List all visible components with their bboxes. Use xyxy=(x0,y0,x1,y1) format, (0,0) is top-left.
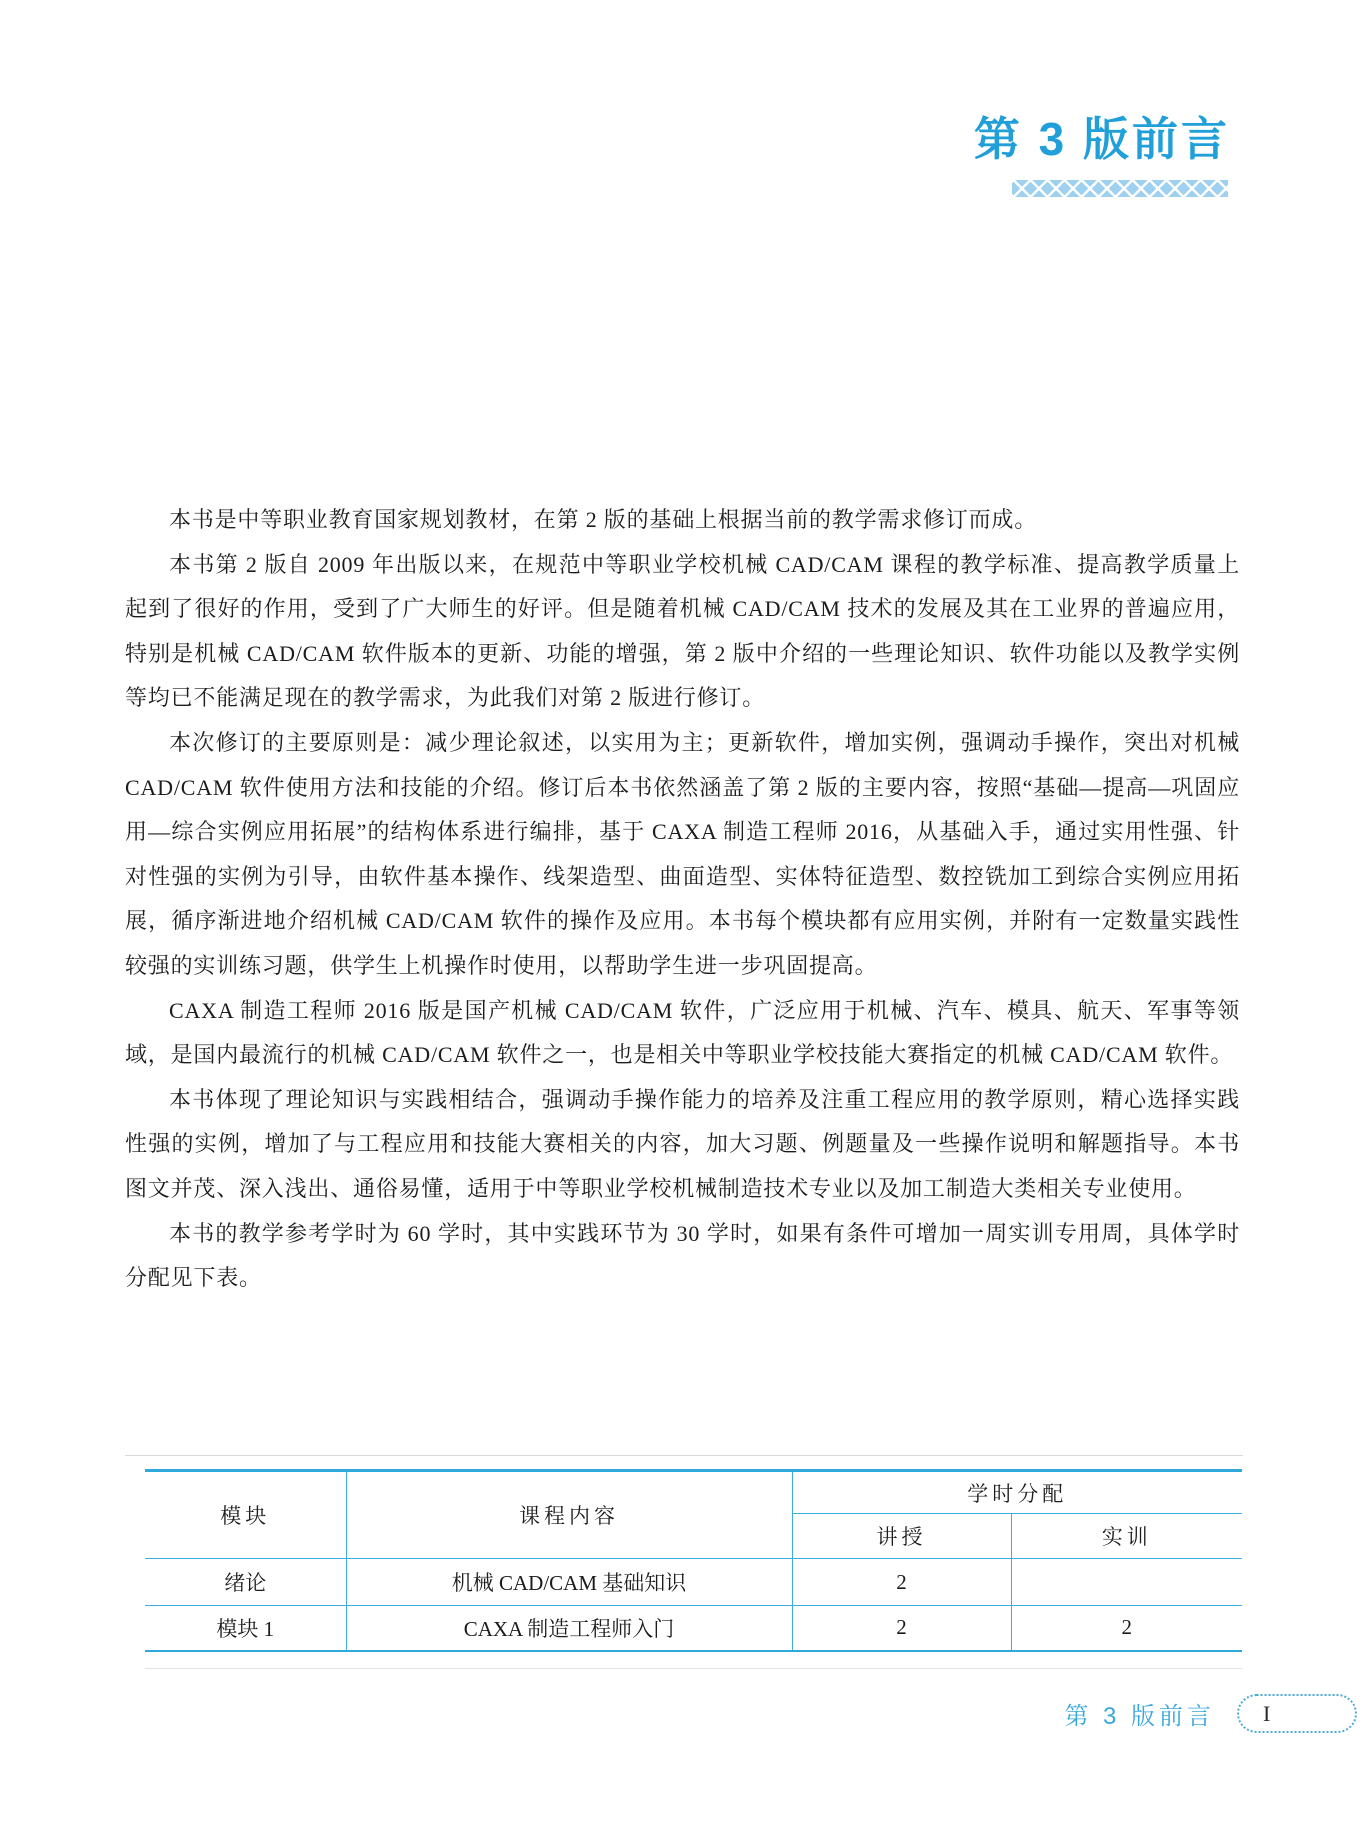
paragraph: 本书是中等职业教育国家规划教材，在第 2 版的基础上根据当前的教学需求修订而成。 xyxy=(169,507,1038,532)
col-header-content: 课程内容 xyxy=(346,1471,792,1559)
paragraph: 本书的教学参考学时为 60 学时，其中实践环节为 30 学时，如果有条件可增加一周实训专用周，具体学时分配见下表。 xyxy=(125,1220,1240,1291)
cell-practice: 2 xyxy=(1011,1606,1242,1651)
cell-content: 机械 CAD/CAM 基础知识 xyxy=(346,1559,792,1606)
cell-practice xyxy=(1011,1559,1242,1606)
cell-lecture: 2 xyxy=(792,1606,1011,1651)
post-table-rule xyxy=(145,1668,1242,1669)
paragraph: 本书体现了理论知识与实践相结合，强调动手操作能力的培养及注重工程应用的教学原则，精心选择实践性强的实例，增加了与工程应用和技能大赛相关的内容，加大习题、例题量及一些操作说明和解题指导。本书图文并茂、深入浅出、通俗易懂，适用于中等职业学校机械制造技术专业以及加工制造大类相关专业使用。 xyxy=(125,1086,1240,1201)
cell-content: CAXA 制造工程师入门 xyxy=(346,1606,792,1651)
hours-table-wrap xyxy=(145,1469,1242,1652)
col-header-hours: 学时分配 xyxy=(792,1471,1242,1514)
cell-module: 模块 1 xyxy=(145,1606,346,1651)
col-header-practice: 实训 xyxy=(1011,1514,1242,1559)
paragraph: CAXA 制造工程师 2016 版是国产机械 CAD/CAM 软件，广泛应用于机械、汽车、模具、航天、军事等领域，是国内最流行的机械 CAD/CAM 软件之一，也是相关中等职业学校技能大赛指定的机械 CAD/CAM 软件。 xyxy=(125,997,1240,1068)
paragraph: 本次修订的主要原则是：减少理论叙述，以实用为主；更新软件，增加实例，强调动手操作，突出对机械 CAD/CAM 软件使用方法和技能的介绍。修订后本书依然涵盖了第 2 版的主要内容，按照“基础—提高—巩固应用—综合实例应用拓展”的结构体系进行编排，基于 CAXA 制造工程师 2016，从基础入手，通过实用性强、针对性强的实例为引导，由软件基本操作、线架造型、曲面造型、实体特征造型、数控铣加工到综合实例应用拓展，循序渐进地介绍机械 CAD/CAM 软件的操作及应用。本书每个模块都有应用实例，并附有一定数量实践性较强的实训练习题，供学生上机操作时使用，以帮助学生进一步巩固提高。 xyxy=(125,729,1240,978)
paragraph: 本书第 2 版自 2009 年出版以来，在规范中等职业学校机械 CAD/CAM 课程的教学标准、提高教学质量上起到了很好的作用，受到了广大师生的好评。但是随着机械 CAD/CAM 技术的发展及其在工业界的普遍应用，特别是机械 CAD/CAM 软件版本的更新、功能的增强，第 2 版中介绍的一些理论知识、软件功能以及教学实例等均已不能满足现在的教学需求，为此我们对第 2 版进行修订。 xyxy=(125,551,1240,711)
table-row xyxy=(145,1606,1242,1651)
cell-module: 绪论 xyxy=(145,1559,346,1606)
pre-table-rule xyxy=(125,1455,1243,1456)
page-number-box xyxy=(1237,1694,1357,1733)
cell-lecture: 2 xyxy=(792,1559,1011,1606)
table-row xyxy=(145,1559,1242,1606)
col-header-lecture: 讲授 xyxy=(792,1514,1011,1559)
footer-section-label: 第 3 版前言 xyxy=(1064,1703,1215,1730)
hours-table xyxy=(145,1469,1242,1652)
footer xyxy=(1064,1694,1357,1733)
col-header-module: 模块 xyxy=(145,1471,346,1559)
body-text xyxy=(125,498,1240,1301)
page-title: 第 3 版前言 xyxy=(973,113,1230,165)
page-number: I xyxy=(1263,1700,1271,1726)
title-decoration-band xyxy=(1012,180,1228,197)
